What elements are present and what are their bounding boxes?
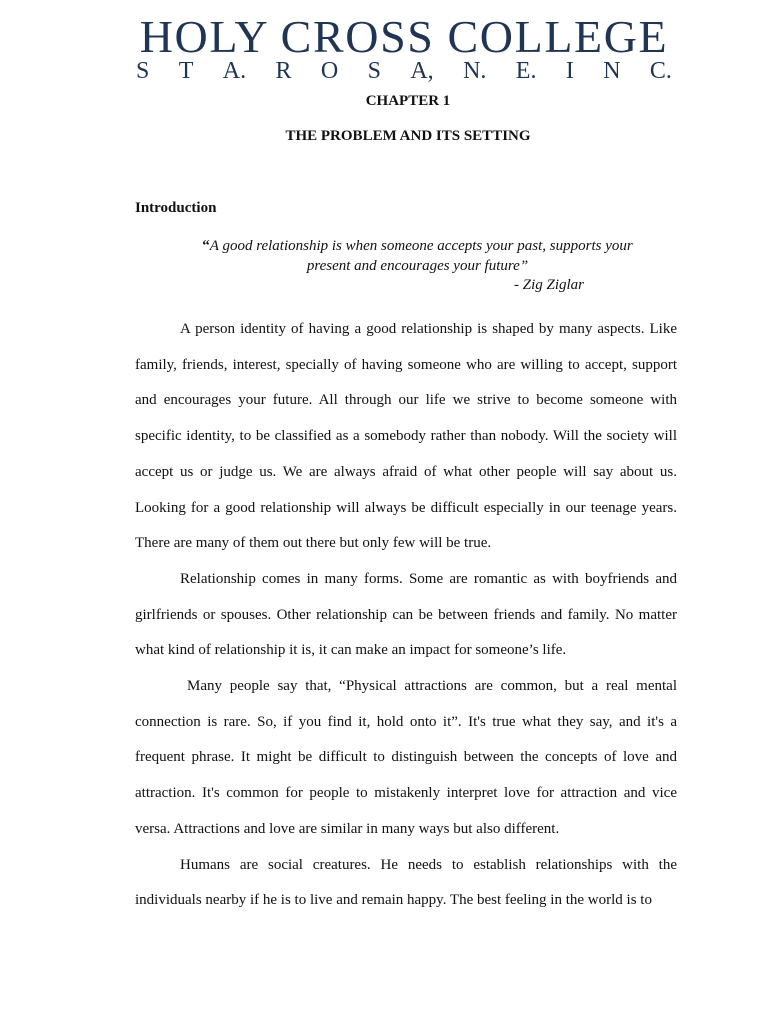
body-text <box>135 312 677 919</box>
logo-letter: T <box>178 58 194 84</box>
logo-letter: C. <box>649 58 672 84</box>
paragraph: Relationship comes in many forms. Some are romantic as with boyfriends and girlfriends or spouses. Other relationship can be between friends and family. No matter what kind of relationship it is, it can make an impact for someone’s life. <box>135 570 677 659</box>
paragraph: Humans are social creatures. He needs to establish relationships with the individuals nearby if he is to live and remain happy. The best feeling in the world is to <box>135 856 677 909</box>
quote-open-mark: “ <box>202 238 210 254</box>
logo-letter: A. <box>222 58 247 84</box>
logo-letter: R <box>275 58 292 84</box>
logo-letter: E. <box>515 58 537 84</box>
logo-letter: N <box>603 58 621 84</box>
epigraph-quote <box>190 236 645 276</box>
paragraph: A person identity of having a good relationship is shaped by many aspects. Like family, friends, interest, specially of having someone who are willing to accept, support and encourages your future. All through our life we strive to become someone with specific identity, to be classified as a somebody rather than nobody. Will the society will accept us or judge us. We are always afraid of what other people will say about us. Looking for a good relationship will always be difficult especially in our teenage years. There are many of them out there but only few will be true. <box>135 321 677 552</box>
paragraph: Many people say that, “Physical attractions are common, but a real mental connection is rare. So, if you find it, hold onto it”. It's true what they say, and it's a frequent phrase. It might be difficult to distinguish between the concepts of love and attraction. It's common for people to mistakenly interpret love for attraction and vice versa. Attractions and love are similar in many ways but also different. <box>135 678 677 837</box>
chapter-number: CHAPTER 1 <box>365 93 451 109</box>
quote-author: - Zig Ziglar <box>514 277 585 293</box>
logo-college-name: HOLY CROSS COLLEGE <box>139 11 669 62</box>
logo-letter: O <box>320 58 339 84</box>
logo-location <box>134 60 674 82</box>
section-heading: Introduction <box>135 200 217 216</box>
logo-letter: A, <box>410 58 434 84</box>
college-logo <box>134 11 674 84</box>
chapter-title: THE PROBLEM AND ITS SETTING <box>285 128 531 144</box>
logo-letter: N. <box>463 58 487 84</box>
logo-letter: I <box>565 58 574 84</box>
quote-text: A good relationship is when someone accepts your past, supports your present and encourages your future” <box>209 238 633 274</box>
logo-letter: S <box>136 58 150 84</box>
logo-letter: S <box>367 58 381 84</box>
